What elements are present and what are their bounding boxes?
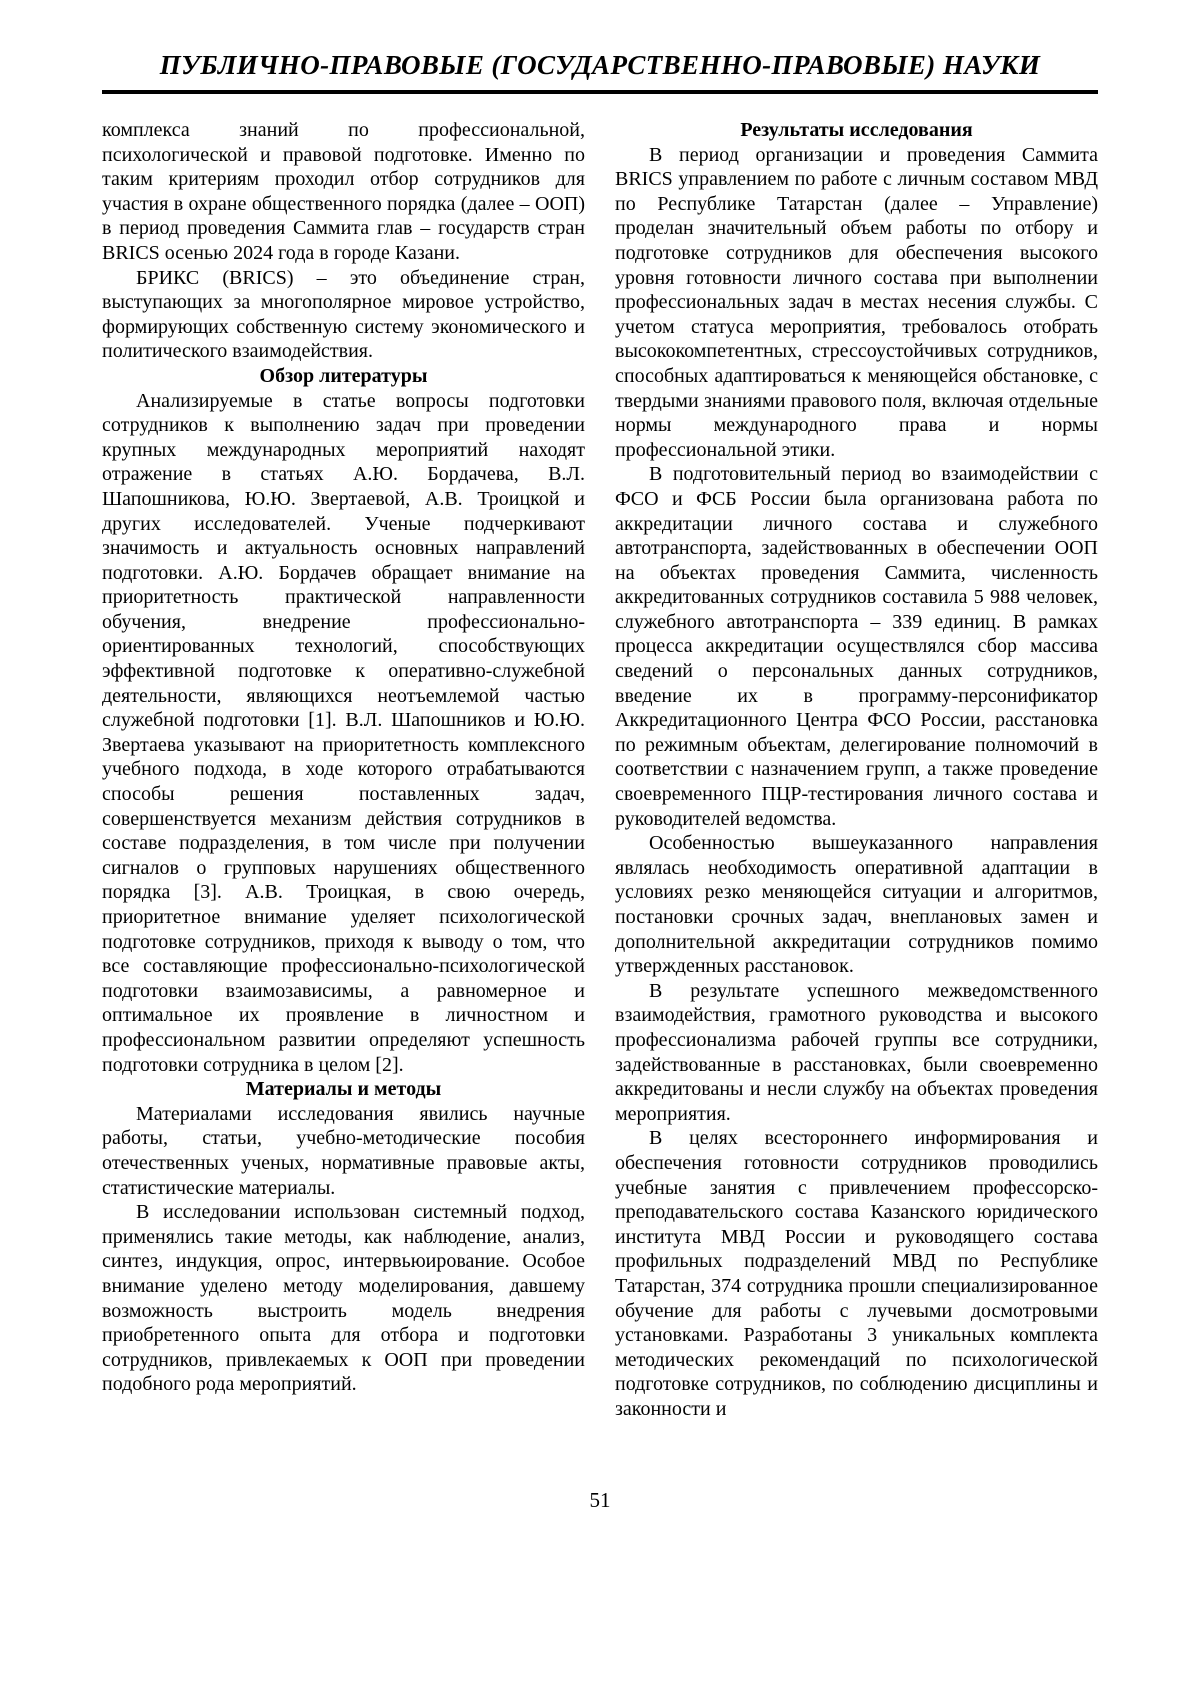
header-rule bbox=[102, 90, 1098, 94]
right-column bbox=[615, 118, 1098, 1421]
paragraph: Анализируемые в статье вопросы подготовки сотрудников к выполнению задач при проведении крупных международных мероприятий находят отражение в статьях А.Ю. Бордачева, В.Л. Шапошникова, Ю.Ю. Звертаевой, А.В. Троицкой и других исследователей. Ученые подчеркивают значимость и актуальность основных направлений подготовки. А.Ю. Бордачев обращает внимание на приоритетность практической направленности обучения, внедрение профессионально-ориентированных технологий, способствующих эффективной подготовке к оперативно-служебной деятельности, являющихся неотъемлемой частью служебной подготовки [1]. В.Л. Шапошников и Ю.Ю. Звертаева указывают на приоритетность комплексного учебного подхода, в ходе которого отрабатываются способы решения поставленных задач, совершенствуется механизм действия сотрудников в составе подразделения, в том числе при получении сигналов о групповых нарушениях общественного порядка [3]. А.В. Троицкая, в свою очередь, приоритетное внимание уделяет психологической подготовке сотрудников, приходя к выводу о том, что все составляющие профессионально-психологической подготовки взаимозависимы, а равномерное и оптимальное их проявление в личностном и профессиональном развитии определяют успешность подготовки сотрудника в целом [2]. bbox=[102, 389, 585, 1076]
subsection-heading: Обзор литературы bbox=[259, 364, 428, 387]
paragraph: В целях всестороннего информирования и обеспечения готовности сотрудников проводились учебные занятия с привлечением профессорско-преподавательского состава Казанского юридического института МВД России и руководящего состава профильных подразделений МВД по Республике Татарстан, 374 сотрудника прошли специализированное обучение для работы с лучевыми досмотровыми установками. Разработаны 3 уникальных комплекта методических рекомендаций по психологической подготовке сотрудников, по соблюдению дисциплины и законности и bbox=[615, 1127, 1098, 1420]
section-title: ПУБЛИЧНО-ПРАВОВЫЕ (ГОСУДАРСТВЕННО-ПРАВОВЫЕ) НАУКИ bbox=[159, 50, 1041, 80]
paragraph: В подготовительный период во взаимодействии с ФСО и ФСБ России была организована работа по аккредитации личного состава и служебного автотранспорта, задействованных в обеспечении ООП на объектах проведения Саммита, численность аккредитованных сотрудников составила 5 988 человек, служебного автотранспорта – 339 единиц. В рамках процесса аккредитации осуществлялся сбор массива сведений о персональных данных сотрудников, введение их в программу-персонификатор Аккредитационного Центра ФСО России, расстановка по режимным объектам, делегирование полномочий в соответствии с назначением групп, а также проведение своевременного ПЦР-тестирования личного состава и руководителей ведомства. bbox=[615, 463, 1098, 830]
paragraph: Особенностью вышеуказанного направления являлась необходимость оперативной адаптации в условиях резко меняющейся ситуации и алгоритмов, постановки срочных задач, внеплановых замен и дополнительной аккредитации сотрудников помимо утвержденных расстановок. bbox=[615, 832, 1098, 978]
paragraph: В исследовании использован системный подход, применялись такие методы, как наблюдение, анализ, синтез, индукция, опрос, интервьюирование. Особое внимание уделено методу моделирования, давшему возможность выстроить модель внедрения приобретенного опыта для отбора и подготовки сотрудников, привлекаемых к ООП при проведении подобного рода мероприятий. bbox=[102, 1201, 585, 1396]
page-number: 51 bbox=[589, 1488, 611, 1512]
paragraph: В результате успешного межведомственного взаимодействия, грамотного руководства и высокого профессионализма рабочей группы все сотрудники, задействованные в расстановках, были своевременно аккредитованы и несли службу на объектах проведения мероприятия. bbox=[615, 979, 1098, 1125]
page-header bbox=[102, 50, 1098, 94]
subsection-heading: Материалы и методы bbox=[245, 1078, 442, 1101]
paragraph: В период организации и проведения Саммита BRICS управлением по работе с личным составом МВД по Республике Татарстан (далее – Управление) проделан значительный объем работы по отбору и подготовке сотрудников для обеспечения высокого уровня готовности личного состава при выполнении профессиональных задач в местах несения службы. С учетом статуса мероприятия, требовалось отобрать высококомпетентных, стрессоустойчивых сотрудников, способных адаптироваться к меняющейся обстановке, с твердыми знаниями правового поля, включая отдельные нормы международного права и нормы профессиональной этики. bbox=[615, 143, 1098, 461]
paragraph: Материалами исследования явились научные работы, статьи, учебно-методические пособия отечественных ученых, нормативные правовые акты, статистические материалы. bbox=[102, 1102, 585, 1199]
paragraph: комплекса знаний по профессиональной, психологической и правовой подготовке. Именно по таким критериям проходил отбор сотрудников для участия в охране общественного порядка (далее – ООП) в период проведения Саммита глав – государств стран BRICS осенью 2024 года в городе Казани. bbox=[102, 119, 585, 264]
paragraph: БРИКС (BRICS) – это объединение стран, выступающих за многополярное мировое устройство, формирующих собственную систему экономического и политического взаимодействия. bbox=[102, 266, 585, 363]
article-body bbox=[102, 118, 1098, 1421]
subsection-heading: Результаты исследования bbox=[740, 119, 973, 141]
left-column bbox=[102, 118, 585, 1421]
